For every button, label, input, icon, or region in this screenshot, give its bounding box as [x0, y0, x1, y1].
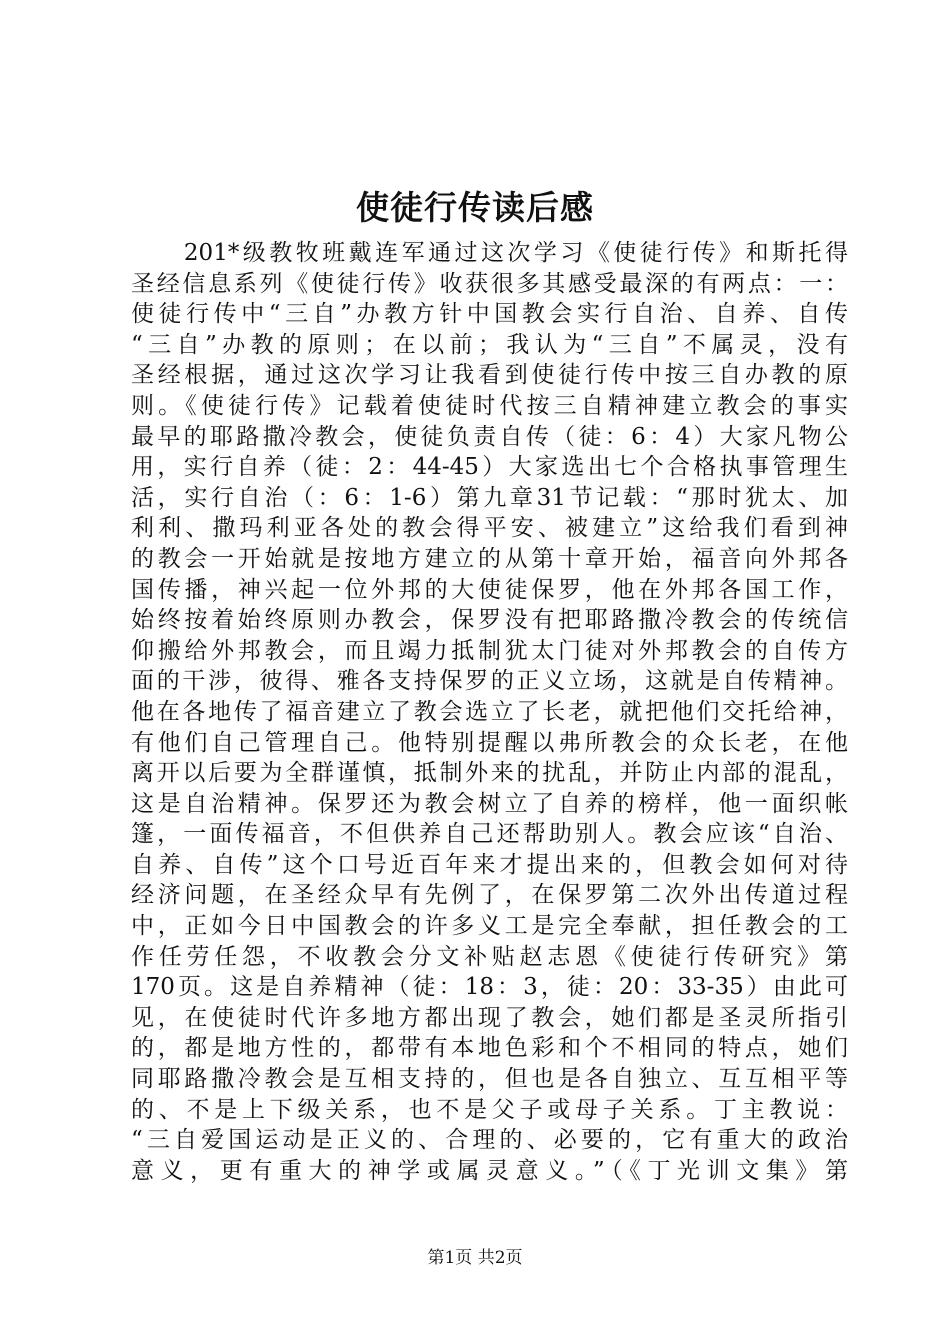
text-line: 圣经根据，通过这次学习让我看到使徒行传中按三自办教的原 [131, 362, 848, 389]
text-line: 的、不是上下级关系，也不是父子或母子关系。丁主教说： [131, 1096, 848, 1123]
text-line: 篷，一面传福音，不但供养自己还帮助别人。教会应该“自治、 [131, 821, 848, 848]
text-line: 用，实行自养（徒：2：44-45）大家选出七个合格执事管理生 [131, 454, 848, 481]
text-line: 离开以后要为全群谨慎，抵制外来的扰乱，并防止内部的混乱， [131, 760, 848, 787]
text-line: 使徒行传中“三自”办教方针中国教会实行自治、自养、自传 [131, 301, 848, 328]
text-line: 作任劳任怨，不收教会分文补贴赵志恩《使徒行传研究》第 [131, 943, 848, 970]
text-line: 活，实行自治（：6：1-6）第九章31节记载：“那时犹太、加 [131, 484, 848, 511]
text-line: 的，都是地方性的，都带有本地色彩和个不相同的特点，她们 [131, 1035, 848, 1062]
body-text [131, 238, 848, 1186]
text-line: 意义，更有重大的神学或属灵意义。”（《丁光训文集》第 [131, 1157, 848, 1184]
page-title: 使徒行传读后感 [356, 188, 594, 227]
text-line: 经济问题，在圣经众早有先例了，在保罗第二次外出传道过程 [131, 882, 848, 909]
text-line: 的教会一开始就是按地方建立的从第十章开始，福音向外邦各 [131, 545, 848, 572]
text-line: 则。《使徒行传》记载着使徒时代按三自精神建立教会的事实 [131, 392, 848, 419]
text-line: 仰搬给外邦教会，而且竭力抵制犹太门徒对外邦教会的自传方 [131, 637, 848, 664]
text-line: 这是自治精神。保罗还为教会树立了自养的榜样，他一面织帐 [131, 790, 848, 817]
text-line: “三自爱国运动是正义的、合理的、必要的，它有重大的政治 [131, 1127, 848, 1154]
text-line: 国传播，神兴起一位外邦的大使徒保罗，他在外邦各国工作， [131, 576, 848, 603]
text-line: 最早的耶路撒冷教会，使徒负责自传（徒：6：4）大家凡物公 [131, 423, 848, 450]
text-line: 170页。这是自养精神（徒：18：3，徒：20：33-35）由此可 [131, 974, 848, 1001]
text-line: 中，正如今日中国教会的许多义工是完全奉献，担任教会的工 [131, 913, 848, 940]
text-line: 始终按着始终原则办教会，保罗没有把耶路撒冷教会的传统信 [131, 607, 848, 634]
text-line: 有他们自己管理自己。他特别提醒以弗所教会的众长老，在他 [131, 729, 848, 756]
text-line: 圣经信息系列《使徒行传》收获很多其感受最深的有两点：一： [131, 270, 848, 297]
text-line: 面的干涉，彼得、雅各支持保罗的正义立场，这就是自传精神。 [131, 668, 848, 695]
text-line: “三自”办教的原则；在以前；我认为“三自”不属灵，没有 [131, 331, 848, 358]
page-footer: 第1页 共2页 [427, 1248, 523, 1268]
text-line: 他在各地传了福音建立了教会选立了长老，就把他们交托给神， [131, 698, 848, 725]
text-line: 见，在使徒时代许多地方都出现了教会，她们都是圣灵所指引 [131, 1004, 848, 1031]
text-line: 自养、自传”这个口号近百年来才提出来的，但教会如何对待 [131, 851, 848, 878]
text-line: 同耶路撒冷教会是互相支持的，但也是各自独立、互互相平等 [131, 1066, 848, 1093]
text-line: 201*级教牧班戴连军通过这次学习《使徒行传》和斯托得 [131, 240, 848, 266]
text-line: 利利、撒玛利亚各处的教会得平安、被建立”这给我们看到神 [131, 515, 848, 542]
